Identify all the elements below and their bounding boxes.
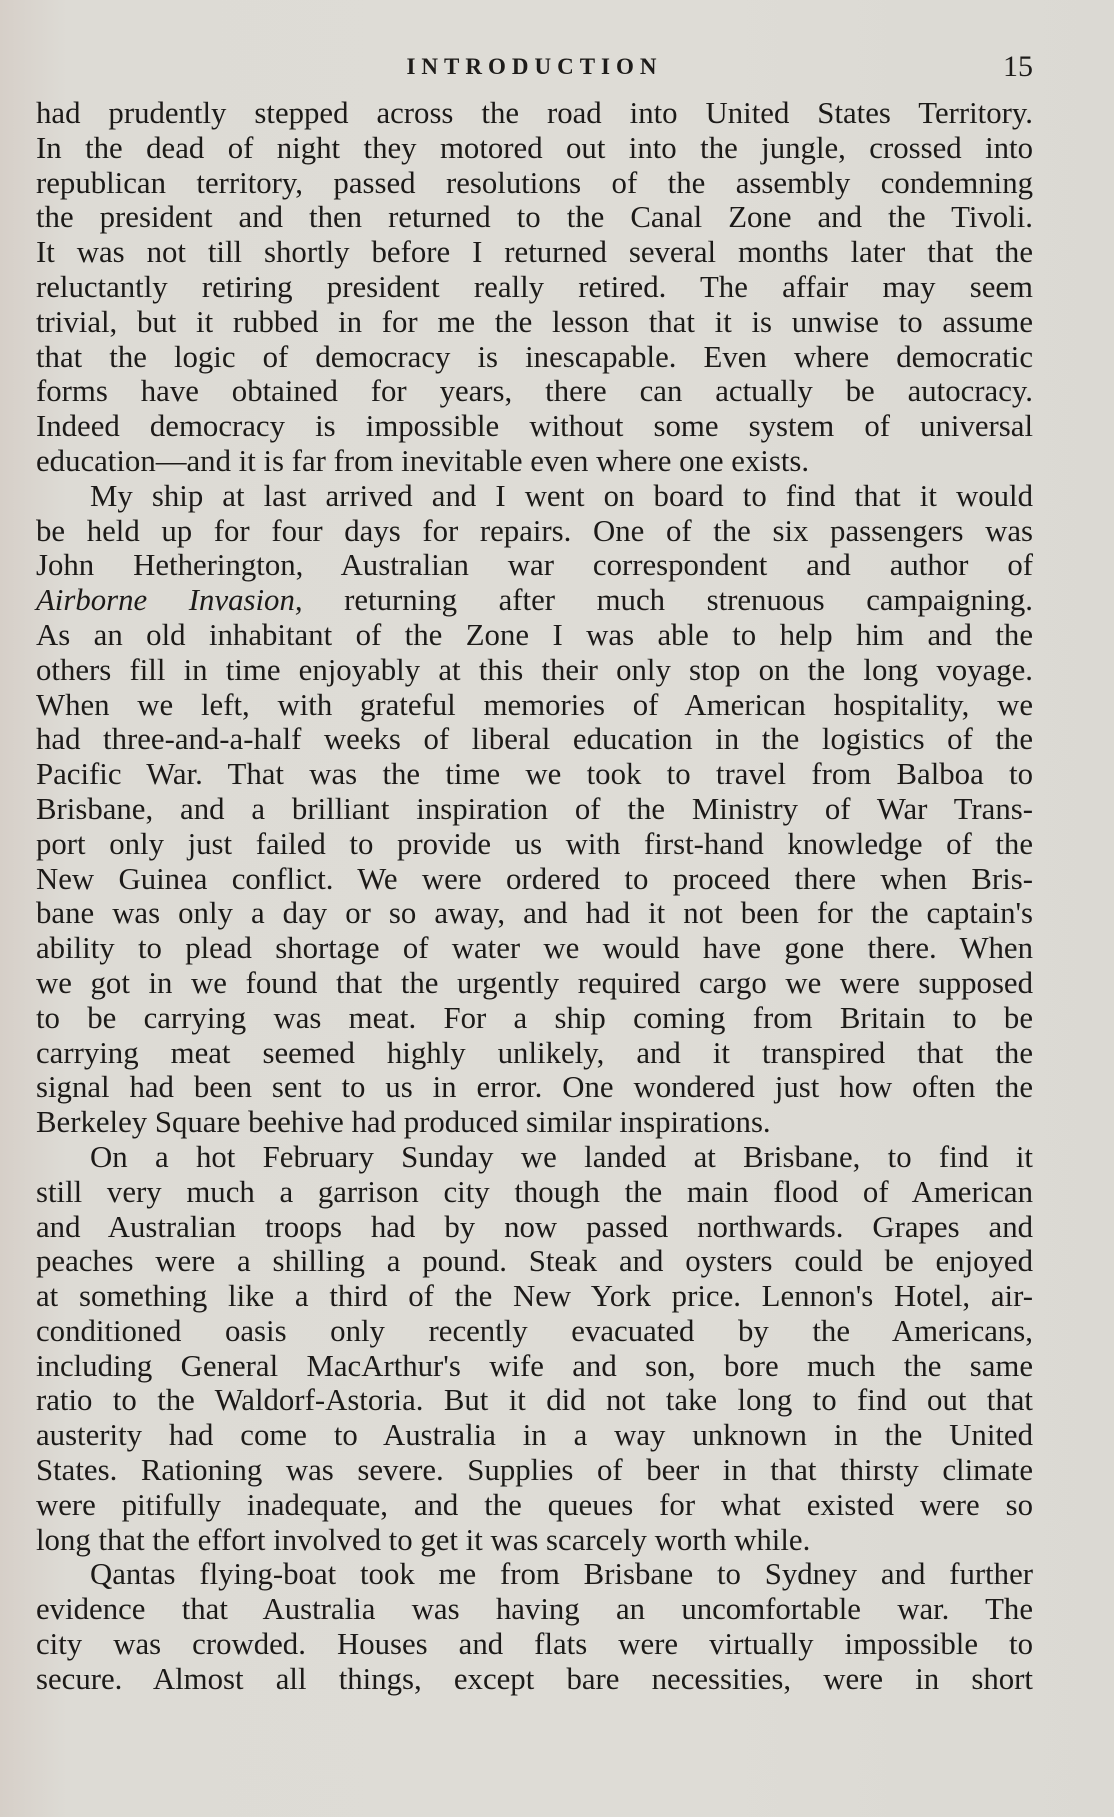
- text-line: ability to plead shortage of water we would have gone there. When: [36, 931, 1033, 966]
- text-line: we got in we found that the urgently required cargo we were supposed: [36, 965, 1033, 1000]
- text-line: still very much a garrison city though the main flood of American: [36, 1174, 1033, 1209]
- text-line: conditioned oasis only recently evacuated by the Americans,: [36, 1313, 1033, 1348]
- text-line: signal had been sent to us in error. One wondered just how often the: [36, 1070, 1033, 1105]
- text-line: long that the effort involved to get it was scarcely worth while.: [36, 1522, 811, 1557]
- text-line: evidence that Australia was having an uncomfortable war. The: [36, 1592, 1033, 1627]
- text-line: When we left, with grateful memories of American hospitality, we: [36, 687, 1033, 722]
- text-line: In the dead of night they motored out into the jungle, crossed into: [36, 130, 1033, 165]
- text-line: John Hetherington, Australian war correspondent and author of: [36, 548, 1033, 583]
- text-line: including General MacArthur's wife and son, bore much the same: [36, 1348, 1033, 1383]
- text-line: republican territory, passed resolutions of the assembly condemning: [36, 165, 1033, 200]
- text-line: city was crowded. Houses and flats were virtually impossible to: [36, 1627, 1033, 1662]
- text-line: My ship at last arrived and I went on board to find that it would: [90, 478, 1033, 513]
- text-line: others fill in time enjoyably at this their only stop on the long voyage.: [36, 652, 1033, 687]
- text-line: at something like a third of the New York price. Lennon's Hotel, air-: [36, 1279, 1033, 1314]
- text-line: be held up for four days for repairs. One of the six passengers was: [36, 513, 1033, 548]
- text-line-rest: returning after much strenuous campaigning.: [302, 583, 1033, 618]
- text-line: had three-and-a-half weeks of liberal education in the logistics of the: [36, 722, 1033, 757]
- text-line: the president and then returned to the Canal Zone and the Tivoli.: [36, 200, 1033, 235]
- text-line: reluctantly retiring president really retired. The affair may seem: [36, 269, 1033, 304]
- text-line: and Australian troops had by now passed northwards. Grapes and: [36, 1209, 1033, 1244]
- body-text: [36, 96, 1033, 1697]
- text-line: trivial, but it rubbed in for me the lesson that it is unwise to assume: [36, 304, 1033, 339]
- text-line: forms have obtained for years, there can actually be autocracy.: [36, 374, 1033, 409]
- text-line: education—and it is far from inevitable even where one exists.: [36, 443, 810, 478]
- text-line: were pitifully inadequate, and the queues for what existed were so: [36, 1487, 1033, 1522]
- running-head: [36, 50, 1033, 84]
- text-line: On a hot February Sunday we landed at Brisbane, to find it: [90, 1139, 1033, 1174]
- text-line: austerity had come to Australia in a way unknown in the United: [36, 1418, 1033, 1453]
- text-line: It was not till shortly before I returned several months later that the: [36, 235, 1033, 270]
- text-line: to be carrying was meat. For a ship coming from Britain to be: [36, 1000, 1033, 1035]
- text-line: States. Rationing was severe. Supplies of beer in that thirsty climate: [36, 1453, 1033, 1488]
- text-line: Indeed democracy is impossible without some system of universal: [36, 409, 1033, 444]
- book-title-italic: Airborne Invasion,: [36, 583, 303, 618]
- text-line: carrying meat seemed highly unlikely, and it transpired that the: [36, 1035, 1033, 1070]
- text-line: bane was only a day or so away, and had it not been for the captain's: [36, 896, 1033, 931]
- text-line: [36, 583, 1033, 618]
- text-line: had prudently stepped across the road into United States Territory.: [36, 96, 1033, 130]
- running-title: INTRODUCTION: [406, 54, 663, 79]
- text-line: peaches were a shilling a pound. Steak and oysters could be enjoyed: [36, 1244, 1033, 1279]
- text-line: Qantas flying-boat took me from Brisbane to Sydney and further: [90, 1557, 1033, 1592]
- text-line: that the logic of democracy is inescapable. Even where democratic: [36, 339, 1033, 374]
- text-line: ratio to the Waldorf-Astoria. But it did not take long to find out that: [36, 1383, 1033, 1418]
- text-line: Berkeley Square beehive had produced similar inspirations.: [36, 1105, 771, 1140]
- text-line: Pacific War. That was the time we took to travel from Balboa to: [36, 757, 1033, 792]
- page-number: 15: [1003, 50, 1033, 83]
- text-line: Brisbane, and a brilliant inspiration of the Ministry of War Trans-: [36, 791, 1033, 826]
- text-line: secure. Almost all things, except bare necessities, were in short: [36, 1661, 1033, 1696]
- text-line: As an old inhabitant of the Zone I was able to help him and the: [36, 617, 1033, 652]
- text-line: port only just failed to provide us with first-hand knowledge of the: [36, 826, 1033, 861]
- text-line: New Guinea conflict. We were ordered to proceed there when Bris-: [36, 861, 1033, 896]
